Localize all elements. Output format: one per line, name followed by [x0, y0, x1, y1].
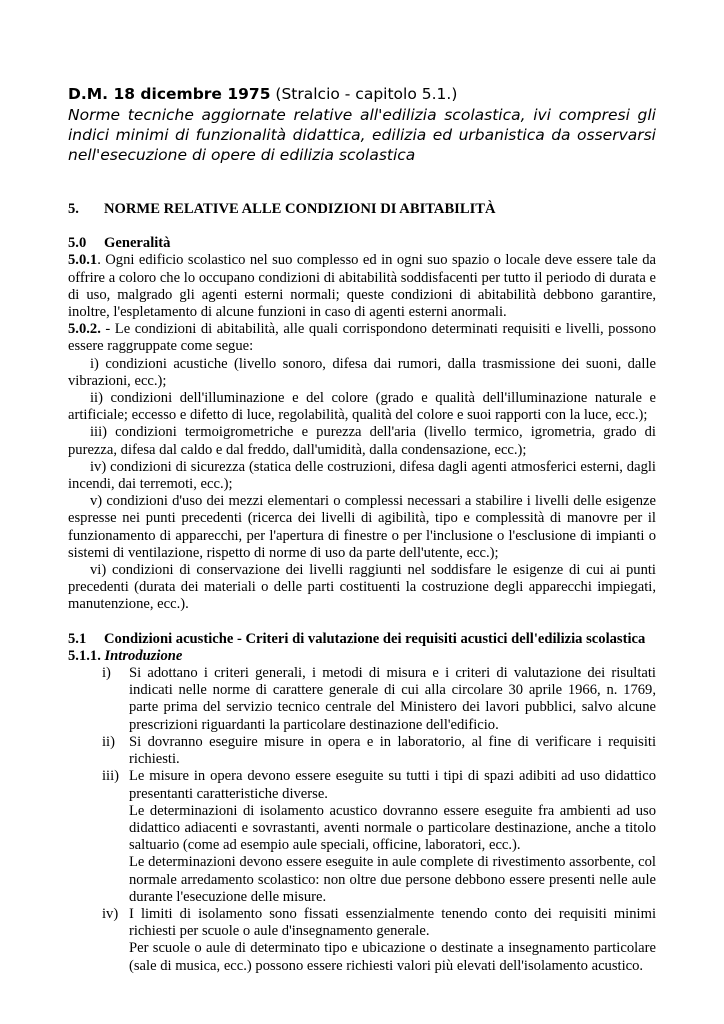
paragraph-number: 5.0.2. [68, 321, 101, 338]
list-item-text: Si dovranno eseguire misure in opera e in laboratorio, al fine di verificare i requisiti richiesti. [129, 733, 656, 768]
condition-item: i) condizioni acustiche (livello sonoro, difesa dai rumori, dalla trasmissione dei suoni, dalle vibrazioni, ecc.); [68, 355, 656, 389]
list-item-text: Si adottano i criteri generali, i metodi di misura e i criteri di valutazione dei risultati indicati nelle norme di carattere generale di cui alla circolare 30 aprile 1966, n. 1769, parte prima del servizio tecnico centrale del Ministero dei lavori pubblici, salvo alcune prescrizioni riguardanti la particolare destinazione dell'edificio. [129, 665, 656, 733]
list-item-text: Le determinazioni di isolamento acustico dovranno essere eseguite fra ambienti ad uso didattico adiacenti e sovrastanti, aventi normale o particolare destinazione, anche a titolo saltuario (come ad esempio aule speciali, officine, laboratori, ecc.). [129, 802, 656, 854]
section-5-0-heading [68, 235, 656, 252]
document-subtitle: Norme tecniche aggiornate relative all'edilizia scolastica, ivi compresi gli indici minimi di funzionalità didattica, edilizia ed urbanistica da osservarsi nell'esecuzione di opere di edilizia scolastica [68, 106, 656, 164]
list-item-text: I limiti di isolamento sono fissati essenzialmente tenendo conto dei requisiti minimi richiesti per scuole o aule d'insegnamento generale. [129, 905, 656, 940]
section-title: Generalità [104, 235, 171, 252]
paragraph-number: 5.0.1 [68, 252, 98, 269]
condition-item: iv) condizioni di sicurezza (statica delle costruzioni, difesa dagli agenti atmosferici esterni, dagli incendi, dai terremoti, ecc.); [68, 458, 656, 493]
paragraph-5-0-1 [68, 252, 656, 321]
document-header [68, 84, 656, 165]
subsection-5-1-1-heading [68, 648, 656, 665]
section-5-heading [68, 201, 656, 218]
section-number: 5. [68, 201, 79, 217]
list-item-text: Le determinazioni devono essere eseguite in aule complete di rivestimento assorbente, col normale arredamento scolastico: non oltre due persone debbono essere presenti nelle aule durante l'esecuzione delle misure. [129, 854, 656, 905]
list-item [68, 906, 656, 975]
condition-item: ii) condizioni dell'illuminazione e del colore (grado e qualità dell'illuminazione naturale e artificiale; eccesso e difetto di luce, regolabilità, qualità del colore e suoi rapporti con la luce, ecc.); [68, 390, 656, 424]
subsection-title: Introduzione [104, 647, 183, 664]
section-5-1-heading [68, 631, 656, 648]
paragraph-text: . Ogni edificio scolastico nel suo complesso ed in ogni suo spazio o locale deve essere tale da offrire a coloro che lo occupano condizioni di abitabilità soddisfacenti per tutto il periodo di durata e di uso, malgrado gli agenti esterni normali; queste condizioni di abitabilità debbono garantire, inoltre, l'espletamento di alcune funzioni in caso di agenti esterni anormali. [68, 252, 656, 321]
condition-item: v) condizioni d'uso dei mezzi elementari o complessi necessari a stabilire i livelli delle esigenze espresse nei punti precedenti (ricerca dei livelli di agibilità, tipo e complessità di manovre per il funzionamento di apparecchi, per l'apertura di finestre o per l'inclusione o l'esclusione di impianti o sistemi di ventilazione, rispetto di norme di uso da parte dell'utente, ecc.); [68, 493, 656, 561]
condition-item: vi) condizioni di conservazione dei livelli raggiunti nel soddisfare le esigenze di cui ai punti precedenti (durata dei materiali o delle parti costituenti la costruzione degli apparecchi impiegati, manutenzione, ecc.). [68, 562, 656, 613]
paragraph-5-0-2 [68, 321, 656, 355]
subsection-number: 5.1.1. [68, 647, 101, 664]
section-title: Condizioni acustiche - Criteri di valutazione dei requisiti acustici dell'edilizia scolastica [104, 630, 646, 647]
introduction-list [68, 665, 656, 975]
list-item-text: Per scuole o aule di determinato tipo e ubicazione o destinate a insegnamento particolare (sale di musica, ecc.) possono essere richiesti valori più elevati dell'isolamento acustico. [129, 940, 656, 974]
document-title [68, 84, 656, 104]
list-item [68, 768, 656, 906]
document-page [68, 84, 656, 975]
section-number: 5.0 [68, 235, 87, 252]
list-marker: i) [102, 665, 111, 682]
list-marker: iv) [102, 905, 119, 922]
list-item-text: Le misure in opera devono essere eseguite su tutti i tipi di spazi adibiti ad uso didattico presentanti caratteristiche diverse. [129, 768, 656, 802]
list-item [68, 734, 656, 768]
section-number: 5.1 [68, 630, 87, 647]
section-title: NORME RELATIVE ALLE CONDIZIONI DI ABITABILITÀ [104, 201, 496, 217]
decree-reference: D.M. 18 dicembre 1975 [68, 85, 271, 103]
condition-item: iii) condizioni termoigrometriche e purezza dell'aria (livello termico, igrometria, grado di purezza, difesa dal caldo e dal freddo, dall'umidità, dalla condensazione, ecc.); [68, 424, 656, 458]
paragraph-text: - Le condizioni di abitabilità, alle quali corrispondono determinati requisiti e livelli, possono essere raggruppate come segue: [68, 321, 656, 355]
list-item [68, 665, 656, 734]
list-marker: ii) [102, 733, 115, 750]
list-marker: iii) [102, 768, 120, 785]
decree-excerpt-note: (Stralcio - capitolo 5.1.) [270, 85, 458, 103]
